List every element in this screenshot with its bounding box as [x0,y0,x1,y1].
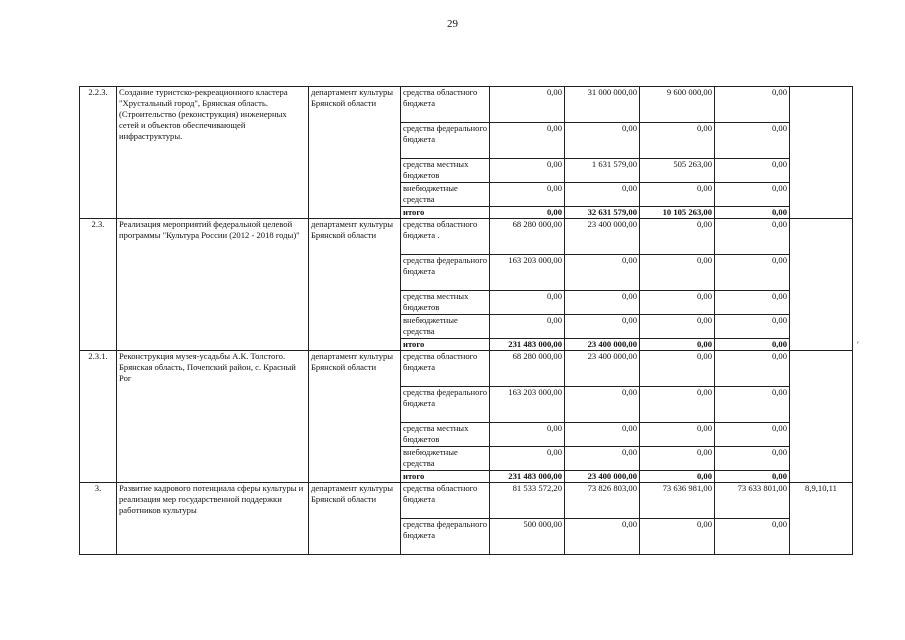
amount-year-1: 163 203 000,00 [490,387,565,423]
amount-year-3: 0,00 [640,255,715,291]
amount-year-1: 0,00 [490,87,565,123]
scan-mark: ′ [857,340,859,350]
page-number: 29 [447,18,458,30]
amount-year-2: 0,00 [565,183,640,207]
amount-year-3: 73 636 981,00 [640,483,715,519]
amount-year-2: 0,00 [565,315,640,339]
amount-year-1: 0,00 [490,423,565,447]
amount-year-2: 0,00 [565,123,640,159]
amount-year-2: 0,00 [565,447,640,471]
amount-year-4: 0,00 [715,159,790,183]
amount-year-4: 0,00 [715,87,790,123]
amount-year-1: 0,00 [490,315,565,339]
amount-year-2: 1 631 579,00 [565,159,640,183]
funding-source: итого [401,471,490,483]
amount-year-4: 0,00 [715,123,790,159]
amount-year-2: 23 400 000,00 [565,339,640,351]
amount-year-3: 0,00 [640,387,715,423]
indicator-refs [790,219,853,351]
amount-year-4: 73 633 801,00 [715,483,790,519]
budget-table [79,86,853,555]
amount-year-3: 10 105 263,00 [640,207,715,219]
amount-year-2: 31 000 000,00 [565,87,640,123]
funding-source: итого [401,339,490,351]
amount-year-2: 32 631 579,00 [565,207,640,219]
funding-source: средства федерального бюджета [401,123,490,159]
amount-year-2: 0,00 [565,519,640,555]
amount-year-1: 231 483 000,00 [490,339,565,351]
funding-source: средства местных бюджетов [401,291,490,315]
amount-year-1: 0,00 [490,123,565,159]
amount-year-2: 0,00 [565,423,640,447]
amount-year-1: 0,00 [490,159,565,183]
funding-source: внебюджетные средства [401,447,490,471]
amount-year-3: 0,00 [640,123,715,159]
amount-year-1: 500 000,00 [490,519,565,555]
amount-year-3: 0,00 [640,315,715,339]
amount-year-3: 0,00 [640,351,715,387]
amount-year-2: 0,00 [565,291,640,315]
amount-year-2: 73 826 803,00 [565,483,640,519]
amount-year-1: 81 533 572,20 [490,483,565,519]
funding-source: средства федерального бюджета [401,255,490,291]
funding-source: средства федерального бюджета [401,519,490,555]
executor: департамент культуры Брянской области [309,219,401,351]
table-row [80,219,853,255]
amount-year-4: 0,00 [715,291,790,315]
amount-year-3: 9 600 000,00 [640,87,715,123]
measure-name: Развитие кадрового потенциала сферы культуры и реализация мер государственной поддержки работников культуры [117,483,309,555]
amount-year-4: 0,00 [715,339,790,351]
amount-year-4: 0,00 [715,423,790,447]
table-row [80,351,853,387]
item-number: 2.2.3. [80,87,117,219]
amount-year-3: 505 263,00 [640,159,715,183]
executor: департамент культуры Брянской области [309,87,401,219]
funding-source: средства областного бюджета [401,351,490,387]
funding-source: средства областного бюджета . [401,219,490,255]
amount-year-1: 68 280 000,00 [490,351,565,387]
amount-year-4: 0,00 [715,315,790,339]
indicator-refs: 8,9,10,11 [790,483,853,555]
amount-year-2: 23 400 000,00 [565,351,640,387]
funding-source: внебюджетные средства [401,315,490,339]
amount-year-4: 0,00 [715,351,790,387]
amount-year-4: 0,00 [715,387,790,423]
funding-source: средства местных бюджетов [401,423,490,447]
indicator-refs [790,87,853,219]
amount-year-3: 0,00 [640,291,715,315]
amount-year-3: 0,00 [640,519,715,555]
amount-year-3: 0,00 [640,447,715,471]
funding-source: средства федерального бюджета [401,387,490,423]
item-number: 2.3.1. [80,351,117,483]
amount-year-4: 0,00 [715,447,790,471]
funding-source: средства областного бюджета [401,87,490,123]
amount-year-4: 0,00 [715,207,790,219]
amount-year-2: 0,00 [565,255,640,291]
funding-source: средства местных бюджетов [401,159,490,183]
amount-year-3: 0,00 [640,471,715,483]
executor: департамент культуры Брянской области [309,483,401,555]
amount-year-4: 0,00 [715,471,790,483]
measure-name: Реконструкция музея-усадьбы А.К. Толстого. Брянская область, Почепский район, с. Красный Рог [117,351,309,483]
executor: департамент культуры Брянской области [309,351,401,483]
amount-year-2: 0,00 [565,387,640,423]
item-number: 2.3. [80,219,117,351]
amount-year-1: 0,00 [490,183,565,207]
amount-year-4: 0,00 [715,183,790,207]
amount-year-3: 0,00 [640,183,715,207]
table-row [80,483,853,519]
item-number: 3. [80,483,117,555]
funding-source: внебюджетные средства [401,183,490,207]
amount-year-4: 0,00 [715,255,790,291]
amount-year-3: 0,00 [640,339,715,351]
measure-name: Реализация мероприятий федеральной целевой программы "Культура России (2012 - 2018 годы)" [117,219,309,351]
amount-year-1: 0,00 [490,207,565,219]
amount-year-3: 0,00 [640,219,715,255]
amount-year-1: 0,00 [490,447,565,471]
amount-year-2: 23 400 000,00 [565,219,640,255]
amount-year-3: 0,00 [640,423,715,447]
measure-name: Создание туристско-рекреационного кластера "Хрустальный город", Брянская область. (Строительство (реконструкция) инженерных сетей и объектов обеспечивающей инфраструктуры. [117,87,309,219]
amount-year-1: 68 280 000,00 [490,219,565,255]
indicator-refs [790,351,853,483]
funding-source: средства областного бюджета [401,483,490,519]
amount-year-2: 23 400 000,00 [565,471,640,483]
amount-year-4: 0,00 [715,219,790,255]
funding-source: итого [401,207,490,219]
amount-year-1: 0,00 [490,291,565,315]
amount-year-1: 163 203 000,00 [490,255,565,291]
amount-year-1: 231 483 000,00 [490,471,565,483]
table-row [80,87,853,123]
amount-year-4: 0,00 [715,519,790,555]
